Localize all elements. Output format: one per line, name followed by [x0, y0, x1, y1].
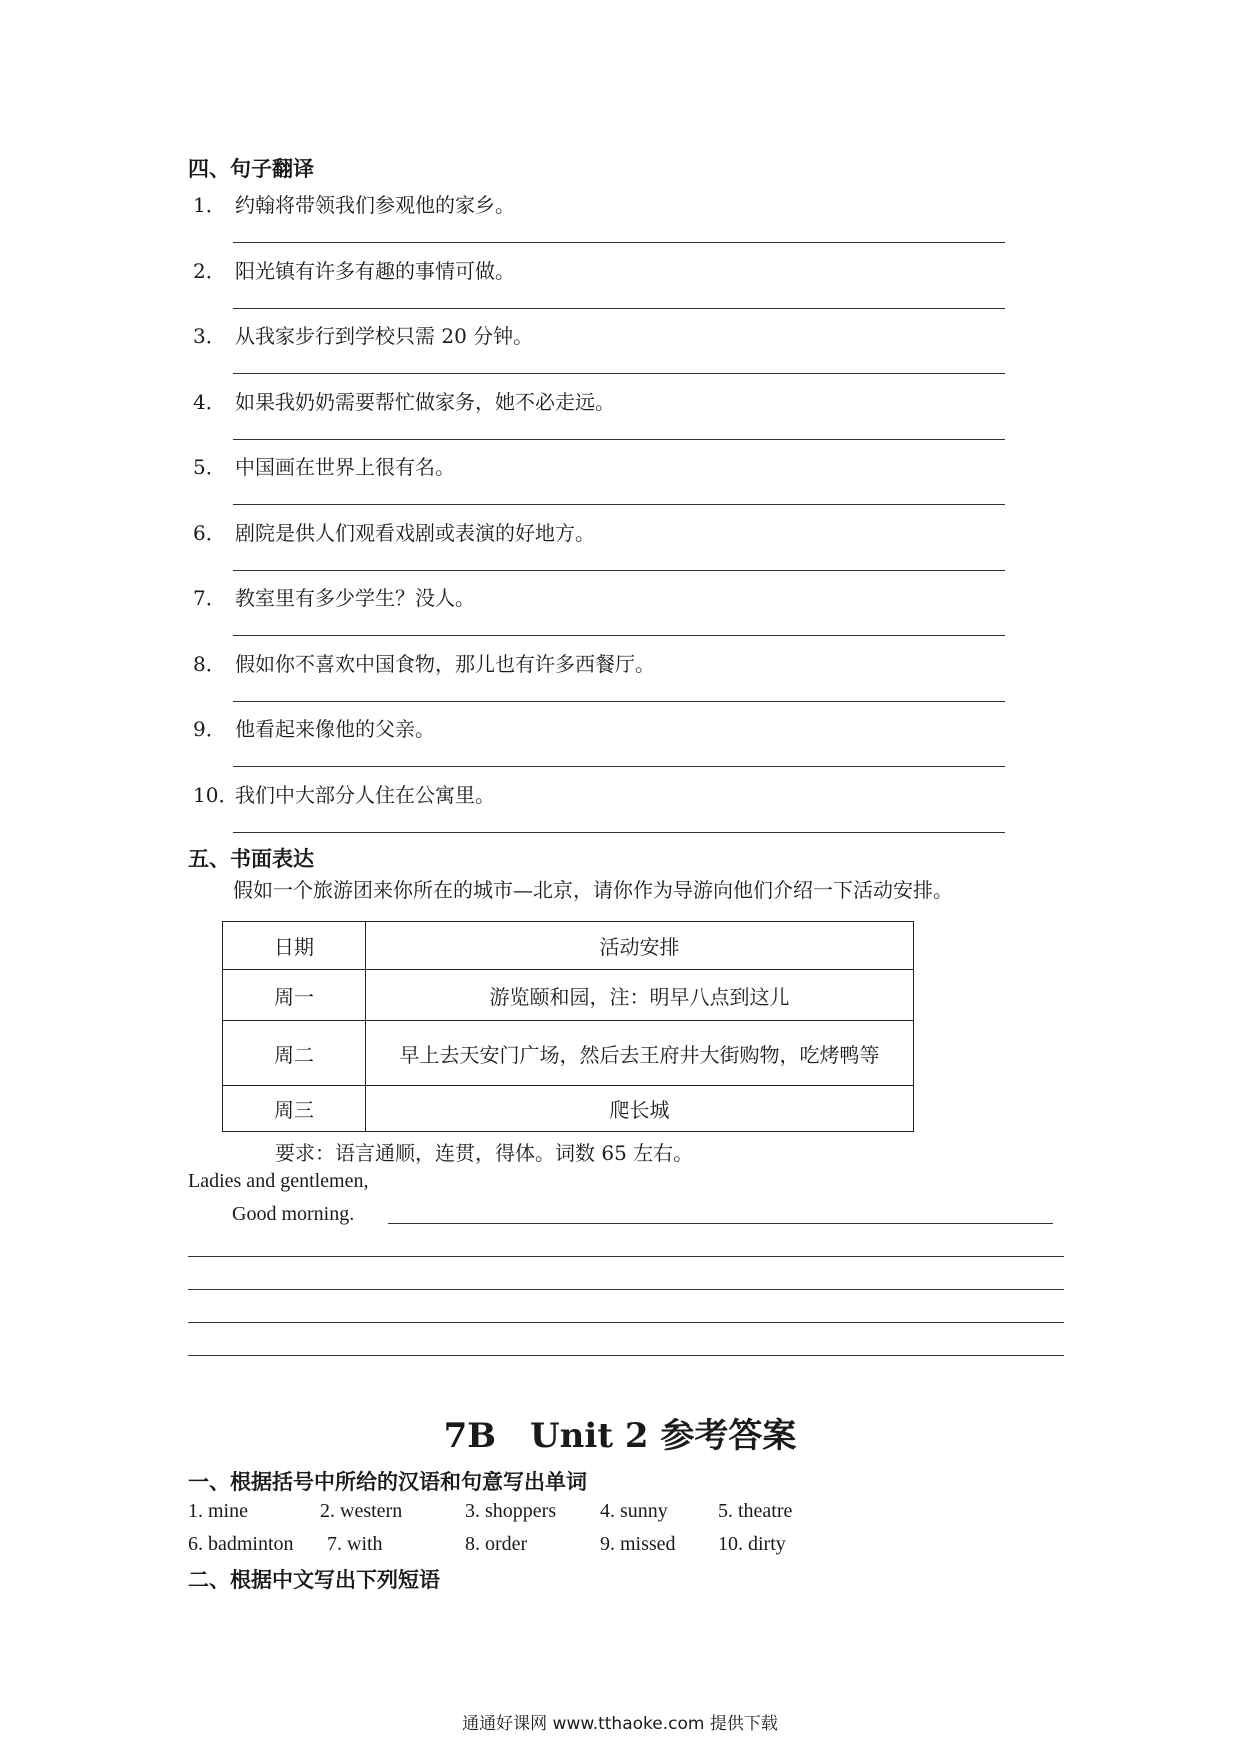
- answers-part2-heading: 二、根据中文写出下列短语: [188, 1568, 440, 1592]
- translation-item: [193, 320, 533, 349]
- item-number: 7．: [193, 586, 226, 610]
- table-row: [223, 970, 914, 1021]
- item-number: 9．: [193, 717, 226, 741]
- answer-word: 9. missed: [600, 1533, 676, 1555]
- writing-line[interactable]: [388, 1223, 1053, 1224]
- answer-word: 4. sunny: [600, 1500, 668, 1522]
- row-activity: 爬长城: [366, 1086, 914, 1132]
- item-number: 1．: [193, 193, 226, 217]
- table-header-row: [223, 922, 914, 970]
- answer-line[interactable]: [233, 635, 1005, 636]
- activity-schedule-table: [222, 921, 914, 1132]
- item-number: 8．: [193, 651, 226, 676]
- row-day: 周一: [223, 970, 366, 1021]
- writing-line[interactable]: [188, 1256, 1064, 1257]
- answer-line[interactable]: [233, 373, 1005, 374]
- header-activities: 活动安排: [366, 922, 914, 970]
- item-number: 6．: [193, 520, 226, 545]
- item-number: 2．: [193, 258, 226, 283]
- letter-salutation: Ladies and gentlemen,: [188, 1170, 369, 1192]
- row-day: 周二: [223, 1021, 366, 1086]
- item-number: 3．: [193, 324, 226, 348]
- letter-greeting: Good morning.: [232, 1203, 355, 1225]
- answer-line[interactable]: [233, 832, 1005, 833]
- item-number: 5．: [193, 455, 226, 479]
- row-activity: 早上去天安门广场，然后去王府井大街购物，吃烤鸭等: [366, 1021, 914, 1086]
- item-text: 我们中大部分人住在公寓里。: [235, 782, 495, 807]
- item-text: 约翰将带领我们参观他的家乡。: [235, 193, 515, 217]
- answer-line[interactable]: [233, 701, 1005, 702]
- answer-word: 10. dirty: [718, 1533, 786, 1555]
- footer-credit: 通通好课网 www.tthaoke.com 提供下载: [462, 1714, 778, 1734]
- writing-line[interactable]: [188, 1355, 1064, 1356]
- item-text: 假如你不喜欢中国食物，那儿也有许多西餐厅。: [235, 651, 655, 676]
- writing-requirement: 要求：语言通顺，连贯，得体。词数 65 左右。: [275, 1141, 694, 1165]
- writing-prompt: 假如一个旅游团来你所在的城市—北京，请你作为导游向他们介绍一下活动安排。: [233, 878, 953, 902]
- translation-item: [193, 255, 515, 284]
- writing-line[interactable]: [188, 1322, 1064, 1323]
- section4-heading: 四、句子翻译: [188, 157, 314, 181]
- answer-word: 3. shoppers: [465, 1500, 557, 1522]
- translation-item: [193, 713, 435, 742]
- translation-item: [193, 189, 515, 218]
- item-text: 剧院是供人们观看戏剧或表演的好地方。: [235, 520, 595, 545]
- translation-item: [193, 386, 615, 415]
- translation-item: [193, 451, 455, 480]
- item-text: 他看起来像他的父亲。: [235, 717, 435, 741]
- translation-item: [193, 779, 495, 808]
- writing-line[interactable]: [188, 1289, 1064, 1290]
- answer-key-title: 7B Unit 2 参考答案: [443, 1416, 797, 1456]
- item-text: 如果我奶奶需要帮忙做家务，她不必走远。: [235, 389, 615, 414]
- answer-line[interactable]: [233, 242, 1005, 243]
- table-row: [223, 1086, 914, 1132]
- answer-line[interactable]: [233, 570, 1005, 571]
- answer-line[interactable]: [233, 504, 1005, 505]
- answer-word: 1. mine: [188, 1500, 248, 1522]
- row-day: 周三: [223, 1086, 366, 1132]
- answer-word: 6. badminton: [188, 1533, 294, 1555]
- row-activity: 游览颐和园，注：明早八点到这儿: [366, 970, 914, 1021]
- header-date: 日期: [223, 922, 366, 970]
- answer-line[interactable]: [233, 766, 1005, 767]
- item-number: 4．: [193, 389, 226, 414]
- answer-word: 7. with: [327, 1533, 383, 1555]
- section5-heading: 五、书面表达: [188, 847, 314, 871]
- table-row: [223, 1021, 914, 1086]
- item-text: 阳光镇有许多有趣的事情可做。: [235, 258, 515, 283]
- answer-word: 2. western: [320, 1500, 403, 1522]
- translation-item: [193, 648, 655, 677]
- answer-line[interactable]: [233, 439, 1005, 440]
- item-text: 教室里有多少学生？没人。: [235, 586, 475, 610]
- answer-line[interactable]: [233, 308, 1005, 309]
- item-number: 10．: [193, 782, 239, 807]
- item-text: 从我家步行到学校只需 20 分钟。: [235, 324, 534, 348]
- answer-word: 8. order: [465, 1533, 528, 1555]
- answers-part1-heading: 一、根据括号中所给的汉语和句意写出单词: [188, 1470, 587, 1494]
- translation-item: [193, 582, 475, 611]
- translation-item: [193, 517, 595, 546]
- item-text: 中国画在世界上很有名。: [235, 455, 455, 479]
- answer-word: 5. theatre: [718, 1500, 793, 1522]
